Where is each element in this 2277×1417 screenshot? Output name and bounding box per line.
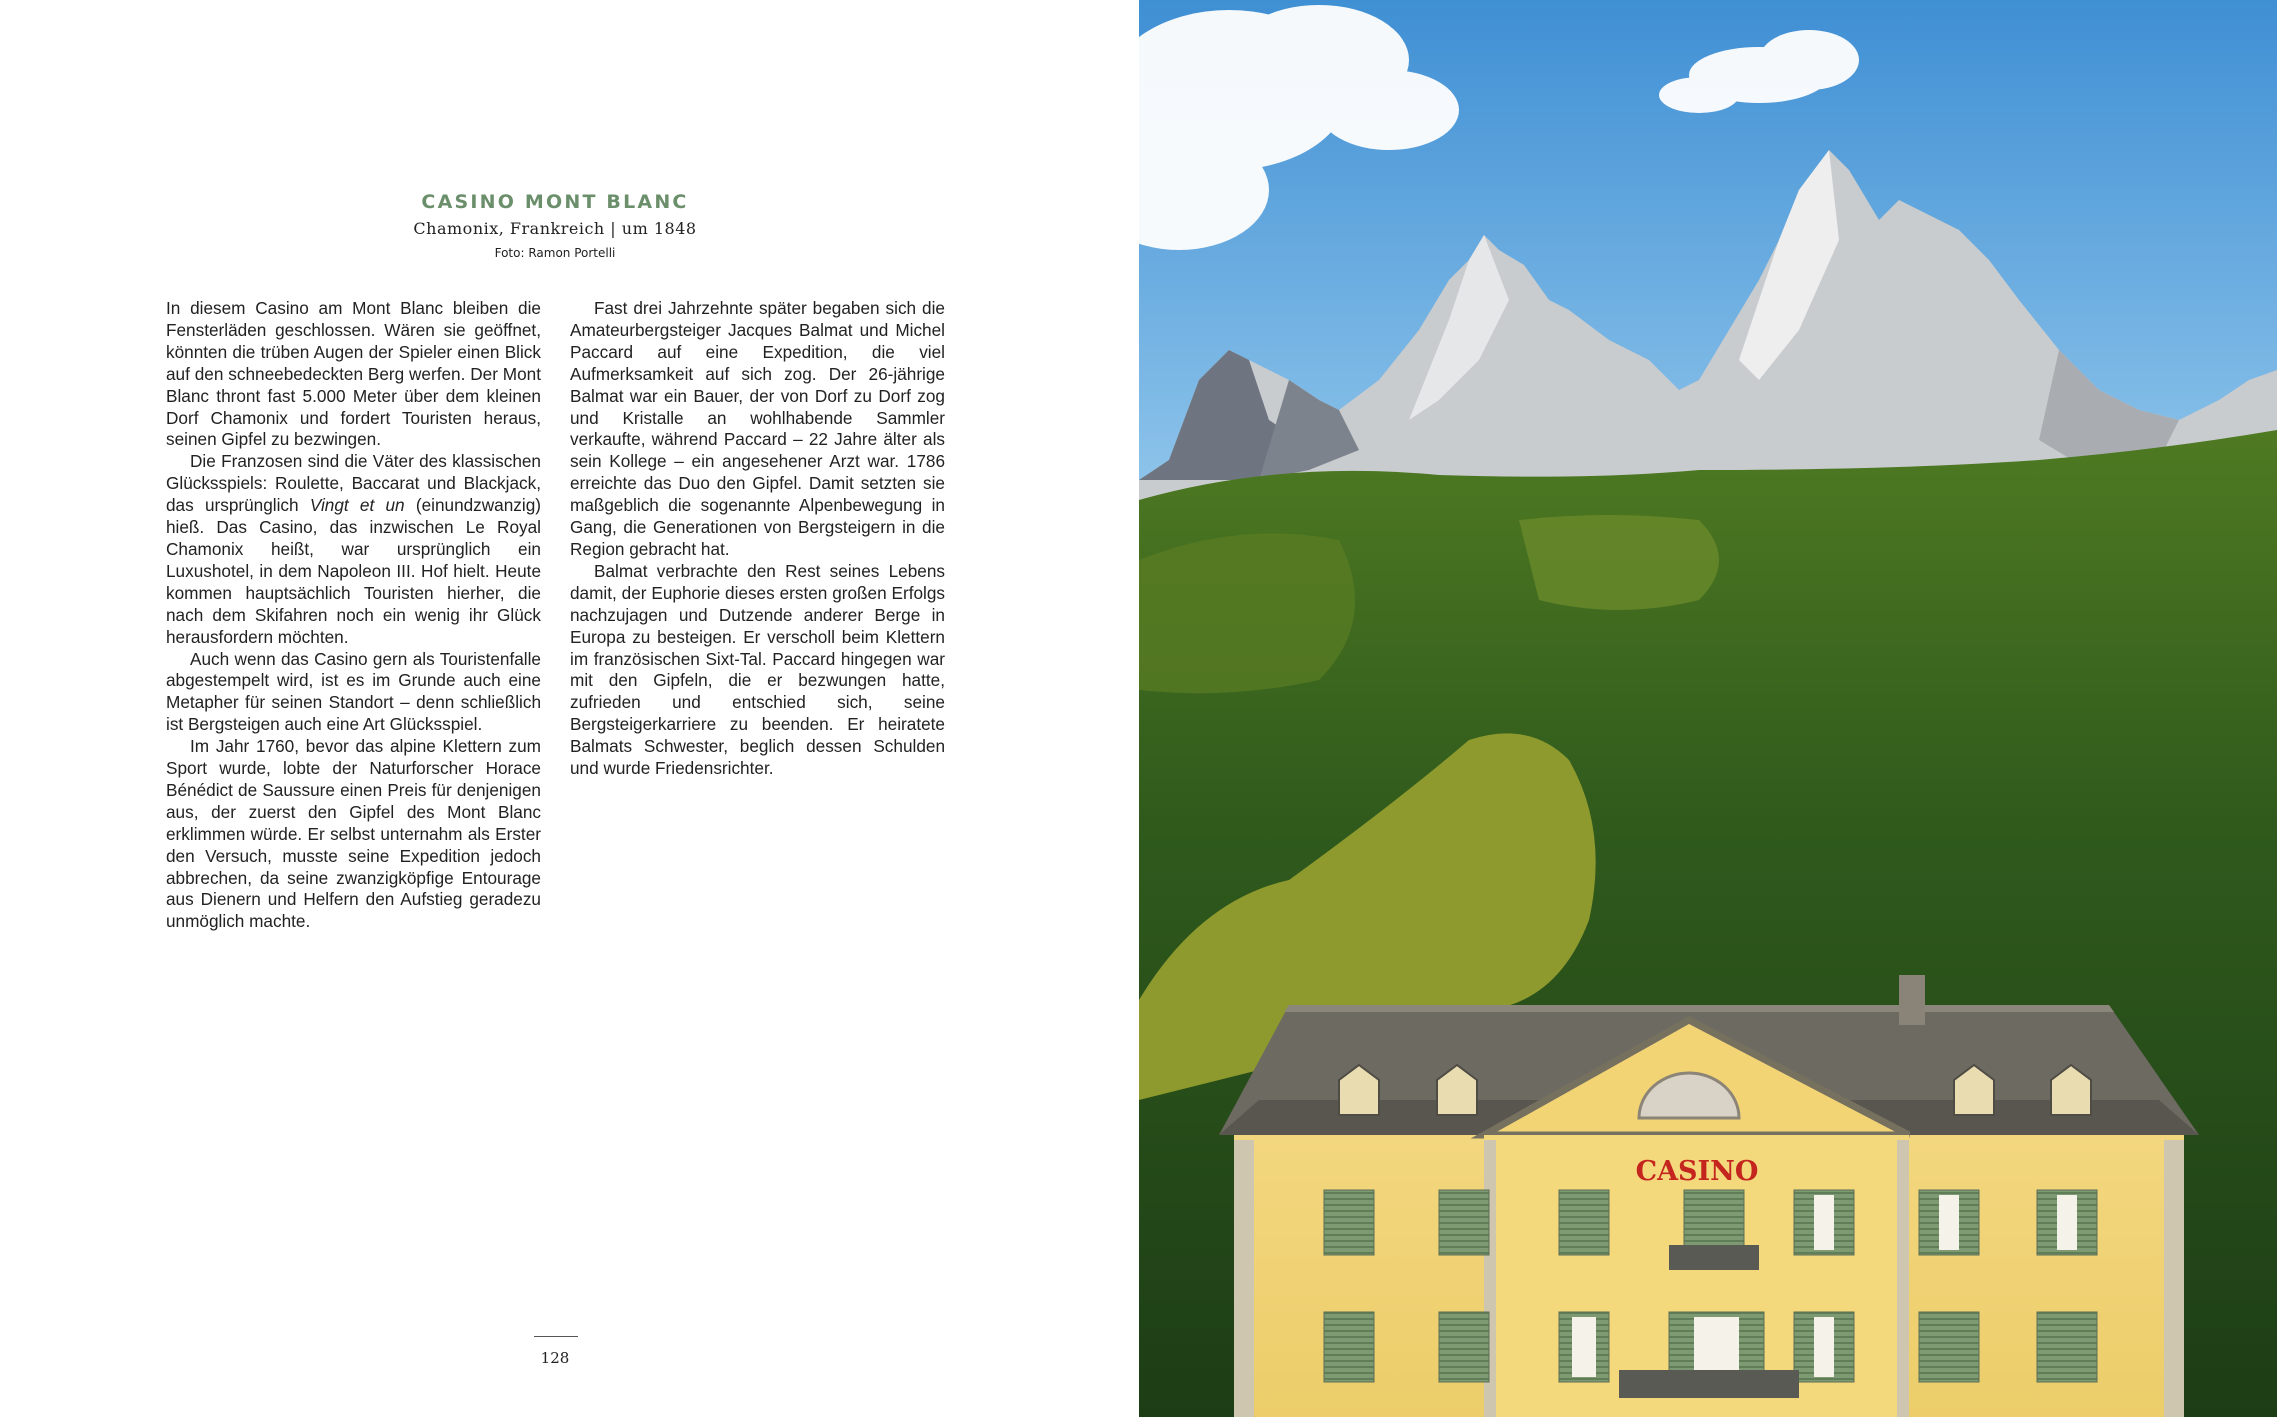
casino-sign: CASINO bbox=[1635, 1156, 1759, 1187]
paragraph-4: Im Jahr 1760, bevor das alpine Klettern zum Sport wurde, lobte der Naturforscher Horace Bénédict de Saussure einen Preis für denjenigen aus, der zuerst den Gipfel des Mont Blanc erklimmen würde. Er selbst unternahm als Erster den Versuch, musste seine Expedition jedoch abbrechen, da seine zwanzigköpfige Entourage aus Dienern und Helfern den Aufstieg geradezu unmöglich machte. bbox=[166, 736, 541, 932]
paragraph-5: Fast drei Jahrzehnte später begaben sich die Amateurbergsteiger Jacques Balmat und Michel Paccard auf eine Expedition, die viel Aufmerksamkeit auf sich zog. Der 26-jährige Balmat war ein Bauer, der von Dorf zu Dorf zog und Kristalle an wohlhabende Sammler verkaufte, während Paccard – 22 Jahre älter als sein Kollege – ein angesehener Arzt war. 1786 erreichte das Duo den Gipfel. Damit setzten sie maßgeblich die sogenannte Alpenbewegung in Gang, die Generationen von Bergsteigern in die Region gebracht hat. bbox=[570, 298, 945, 559]
photo-credit: Foto: Ramon Portelli bbox=[494, 246, 616, 260]
page-number: 128 bbox=[540, 1349, 570, 1367]
paragraph-3: Auch wenn das Casino gern als Touristenfalle abgestempelt wird, ist es im Grunde auch eine Metapher für seinen Standort – denn schließlich ist Bergsteigen auch eine Art Glücksspiel. bbox=[166, 648, 541, 735]
paragraph-2-italic: Vingt et un bbox=[309, 495, 405, 516]
paragraph-2 bbox=[166, 451, 541, 648]
balcony-upper bbox=[1669, 1245, 1759, 1270]
page-number-rule bbox=[534, 1336, 578, 1337]
casino-photo bbox=[1139, 0, 2277, 1417]
text-column-right bbox=[570, 298, 945, 780]
paragraph-6: Balmat verbrachte den Rest seines Lebens damit, der Euphorie dieses ersten großen Erfolgs nachzujagen und Dutzende anderer Berge in Europa zu besteigen. Er verscholl beim Klettern im französischen Sixt-Tal. Paccard hingegen war mit den Gipfeln, die er bezwungen hatte, zufrieden und entschied sich, seine Bergsteigerkarriere zu beenden. Er heiratete Balmats Schwester, beglich dessen Schulden und wurde Friedensrichter. bbox=[570, 560, 945, 779]
text-column-left bbox=[166, 298, 541, 933]
balcony-lower bbox=[1619, 1370, 1799, 1398]
paragraph-1: In diesem Casino am Mont Blanc bleiben die Fensterläden geschlossen. Wären sie geöffnet, könnten die trüben Augen der Spieler einen Blick auf den schneebedeckten Berg werfen. Der Mont Blanc thront fast 5.000 Meter über dem kleinen Dorf Chamonix und fordert Touristen heraus, seinen Gipfel zu bezwingen. bbox=[166, 298, 541, 450]
paragraph-2-end: (einundzwanzig) hieß. Das Casino, das inzwischen Le Royal Chamonix heißt, war ursprünglich ein Luxushotel, in dem Napoleon III. Hof hielt. Heute kommen hauptsächlich Touristen hierher, die nach dem Skifahren noch ein wenig ihr Glück herausfordern möchten. bbox=[166, 495, 541, 647]
chimney bbox=[1899, 975, 1925, 1025]
article-subtitle: Chamonix, Frankreich | um 1848 bbox=[413, 219, 697, 238]
paragraph-2-start: Die Franzosen sind die Väter des klassischen Glücksspiels: Roulette, Baccarat und Blackjack, das ursprünglich bbox=[166, 451, 541, 516]
article-title: CASINO MONT BLANC bbox=[421, 191, 689, 213]
